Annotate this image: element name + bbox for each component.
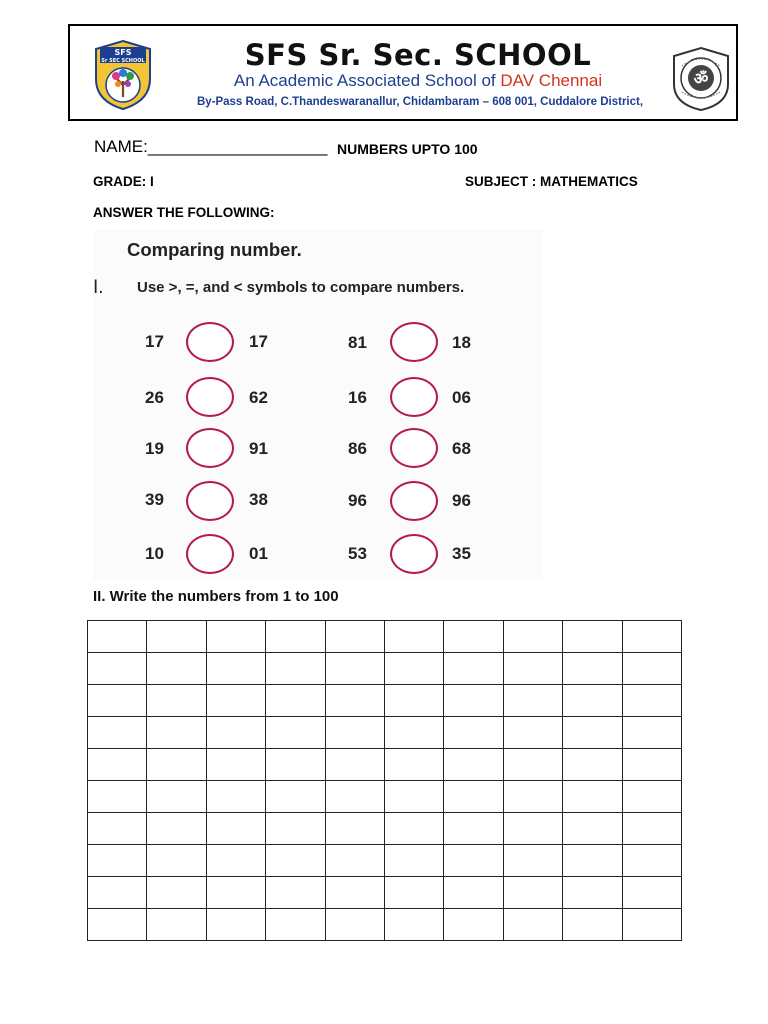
grid-row — [88, 845, 682, 877]
student-name-field: NAME:___________________ — [94, 137, 328, 156]
compare-right-number: 62 — [249, 388, 268, 407]
grid-cell[interactable] — [147, 621, 206, 653]
compare-answer-circle[interactable] — [390, 428, 438, 468]
grid-cell[interactable] — [384, 813, 443, 845]
grid-row — [88, 621, 682, 653]
grid-row — [88, 685, 682, 717]
grid-cell[interactable] — [384, 653, 443, 685]
compare-answer-circle[interactable] — [186, 534, 234, 574]
grid-cell[interactable] — [325, 653, 384, 685]
grid-cell[interactable] — [503, 877, 562, 909]
grid-cell[interactable] — [503, 909, 562, 941]
grid-cell[interactable] — [503, 781, 562, 813]
school-affiliation — [178, 70, 658, 92]
grid-cell[interactable] — [444, 653, 503, 685]
grid-cell[interactable] — [563, 749, 622, 781]
grid-cell[interactable] — [206, 909, 265, 941]
school-logo — [92, 39, 154, 111]
compare-right-number: 18 — [452, 333, 471, 352]
grid-cell[interactable] — [622, 749, 681, 781]
affiliation-highlight: DAV Chennai — [500, 71, 603, 90]
grid-cell[interactable] — [622, 717, 681, 749]
grid-cell[interactable] — [444, 685, 503, 717]
grid-cell[interactable] — [88, 813, 147, 845]
grid-cell[interactable] — [147, 877, 206, 909]
grid-cell[interactable] — [384, 749, 443, 781]
compare-right-number: 38 — [249, 490, 268, 509]
compare-answer-circle[interactable] — [390, 377, 438, 417]
grid-cell[interactable] — [266, 749, 325, 781]
grid-cell[interactable] — [563, 653, 622, 685]
compare-left-number: 19 — [145, 439, 164, 458]
compare-right-number: 01 — [249, 544, 268, 563]
affiliation-prefix: An Academic Associated School of — [233, 71, 501, 90]
grid-cell[interactable] — [325, 813, 384, 845]
part-two-heading: II. Write the numbers from 1 to 100 — [93, 588, 339, 605]
svg-text:Sr SEC SCHOOL: Sr SEC SCHOOL — [101, 58, 145, 64]
compare-left-number: 10 — [145, 544, 164, 563]
grid-cell[interactable] — [503, 685, 562, 717]
grid-cell[interactable] — [266, 845, 325, 877]
grid-cell[interactable] — [384, 717, 443, 749]
compare-right-number: 17 — [249, 332, 268, 351]
subject-label: SUBJECT : MATHEMATICS — [465, 174, 638, 189]
grid-cell[interactable] — [325, 845, 384, 877]
compare-left-number: 53 — [348, 544, 367, 563]
compare-right-number: 35 — [452, 544, 471, 563]
school-name: SFS Sr. Sec. SCHOOL — [244, 38, 592, 72]
grid-cell[interactable] — [503, 717, 562, 749]
grid-cell[interactable] — [206, 845, 265, 877]
grid-row — [88, 749, 682, 781]
school-address: By-Pass Road, C.Thandeswaranallur, Chidambaram – 608 001, Cuddalore District, — [196, 96, 644, 108]
compare-left-number: 26 — [145, 388, 164, 407]
grid-cell[interactable] — [206, 749, 265, 781]
grid-cell[interactable] — [622, 813, 681, 845]
grid-cell[interactable] — [266, 685, 325, 717]
compare-right-number: 68 — [452, 439, 471, 458]
grid-cell[interactable] — [563, 877, 622, 909]
grade-label: GRADE: I — [93, 174, 154, 189]
grid-cell[interactable] — [444, 717, 503, 749]
grid-cell[interactable] — [147, 653, 206, 685]
grid-cell[interactable] — [206, 813, 265, 845]
grid-cell[interactable] — [266, 877, 325, 909]
grid-cell[interactable] — [622, 621, 681, 653]
compare-answer-circle[interactable] — [186, 377, 234, 417]
grid-row — [88, 717, 682, 749]
grid-cell[interactable] — [88, 781, 147, 813]
grid-row — [88, 877, 682, 909]
grid-cell[interactable] — [206, 781, 265, 813]
grid-cell[interactable] — [563, 717, 622, 749]
general-instruction: ANSWER THE FOLLOWING: — [93, 205, 275, 220]
grid-cell[interactable] — [384, 781, 443, 813]
grid-row — [88, 781, 682, 813]
grid-cell[interactable] — [503, 845, 562, 877]
compare-left-number: 17 — [145, 332, 164, 351]
compare-right-number: 91 — [249, 439, 268, 458]
grid-cell[interactable] — [384, 845, 443, 877]
compare-right-number: 96 — [452, 491, 471, 510]
grid-cell[interactable] — [563, 909, 622, 941]
grid-cell[interactable] — [325, 877, 384, 909]
grid-cell[interactable] — [444, 781, 503, 813]
grid-cell[interactable] — [384, 909, 443, 941]
grid-cell[interactable] — [147, 685, 206, 717]
compare-answer-circle[interactable] — [186, 322, 234, 362]
comparing-instruction: Use >, =, and < symbols to compare numbers. — [137, 279, 465, 296]
grid-cell[interactable] — [325, 621, 384, 653]
compare-right-number: 06 — [452, 388, 471, 407]
grid-cell[interactable] — [206, 621, 265, 653]
compare-left-number: 86 — [348, 439, 367, 458]
grid-cell[interactable] — [147, 717, 206, 749]
comparing-heading: Comparing number. — [127, 239, 302, 260]
grid-cell[interactable] — [88, 717, 147, 749]
grid-cell[interactable] — [88, 845, 147, 877]
grid-cell[interactable] — [384, 621, 443, 653]
school-header-banner — [68, 24, 738, 121]
grid-cell[interactable] — [325, 717, 384, 749]
grid-cell[interactable] — [384, 685, 443, 717]
number-writing-grid — [87, 620, 682, 941]
grid-cell[interactable] — [444, 845, 503, 877]
grid-cell[interactable] — [206, 653, 265, 685]
svg-text:ॐ: ॐ — [693, 69, 709, 88]
grid-cell[interactable] — [88, 621, 147, 653]
grid-cell[interactable] — [444, 909, 503, 941]
section-one-numeral: I. — [93, 277, 104, 298]
grid-cell[interactable] — [266, 781, 325, 813]
grid-cell[interactable] — [88, 877, 147, 909]
grid-cell[interactable] — [622, 877, 681, 909]
grid-cell[interactable] — [206, 717, 265, 749]
grid-cell[interactable] — [325, 749, 384, 781]
svg-text:SFS: SFS — [114, 48, 132, 57]
compare-left-number: 39 — [145, 490, 164, 509]
grid-cell[interactable] — [206, 685, 265, 717]
grid-cell[interactable] — [503, 621, 562, 653]
grid-cell[interactable] — [622, 781, 681, 813]
compare-left-number: 96 — [348, 491, 367, 510]
grid-cell[interactable] — [563, 813, 622, 845]
grid-cell[interactable] — [147, 749, 206, 781]
grid-cell[interactable] — [622, 909, 681, 941]
compare-answer-circle[interactable] — [390, 534, 438, 574]
grid-cell[interactable] — [266, 621, 325, 653]
grid-cell[interactable] — [444, 621, 503, 653]
grid-cell[interactable] — [503, 813, 562, 845]
grid-row — [88, 909, 682, 941]
compare-answer-circle[interactable] — [186, 428, 234, 468]
grid-cell[interactable] — [563, 781, 622, 813]
grid-cell[interactable] — [622, 653, 681, 685]
grid-cell[interactable] — [266, 717, 325, 749]
worksheet-title: NUMBERS UPTO 100 — [337, 141, 478, 157]
grid-cell[interactable] — [622, 845, 681, 877]
grid-cell[interactable] — [147, 909, 206, 941]
grid-cell[interactable] — [147, 781, 206, 813]
grid-cell[interactable] — [444, 813, 503, 845]
grid-cell[interactable] — [88, 909, 147, 941]
dav-emblem — [668, 46, 734, 112]
grid-cell[interactable] — [384, 877, 443, 909]
compare-answer-circle[interactable] — [186, 481, 234, 521]
grid-cell[interactable] — [266, 909, 325, 941]
grid-cell[interactable] — [147, 813, 206, 845]
grid-cell[interactable] — [563, 845, 622, 877]
grid-cell[interactable] — [88, 653, 147, 685]
grid-row — [88, 653, 682, 685]
compare-answer-circle[interactable] — [390, 322, 438, 362]
grid-cell[interactable] — [147, 845, 206, 877]
grid-cell[interactable] — [325, 685, 384, 717]
grid-cell[interactable] — [563, 685, 622, 717]
grid-cell[interactable] — [325, 909, 384, 941]
grid-cell[interactable] — [325, 781, 384, 813]
grid-cell[interactable] — [622, 685, 681, 717]
grid-row — [88, 813, 682, 845]
grid-cell[interactable] — [88, 749, 147, 781]
compare-left-number: 81 — [348, 333, 367, 352]
grid-cell[interactable] — [444, 877, 503, 909]
grid-cell[interactable] — [266, 653, 325, 685]
grid-cell[interactable] — [88, 685, 147, 717]
grid-cell[interactable] — [444, 749, 503, 781]
grid-cell[interactable] — [503, 653, 562, 685]
grid-cell[interactable] — [206, 877, 265, 909]
compare-left-number: 16 — [348, 388, 367, 407]
grid-cell[interactable] — [563, 621, 622, 653]
grid-cell[interactable] — [266, 813, 325, 845]
grid-cell[interactable] — [503, 749, 562, 781]
compare-answer-circle[interactable] — [390, 481, 438, 521]
